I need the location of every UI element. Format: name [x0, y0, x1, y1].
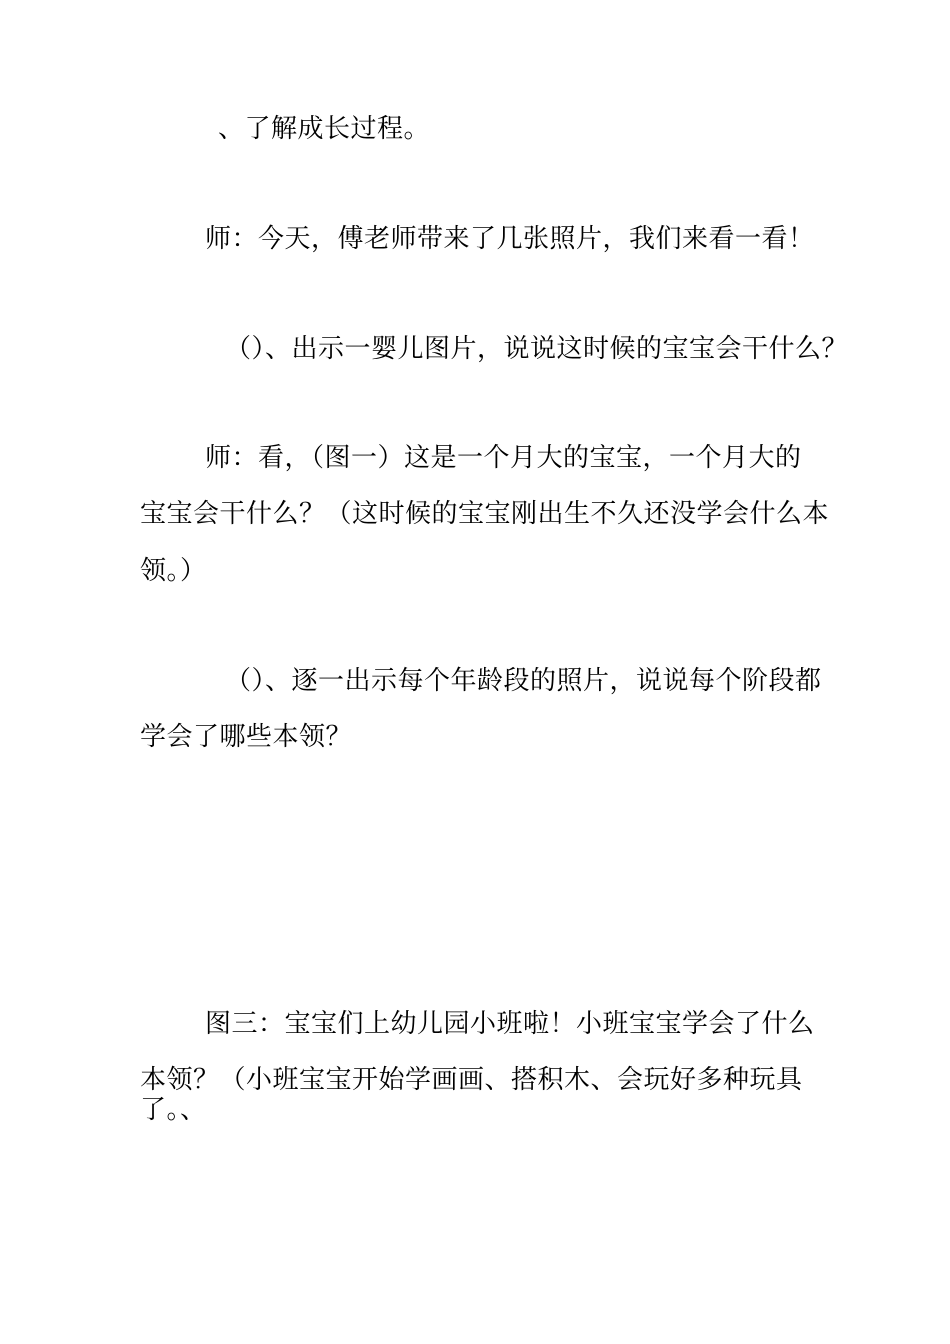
text-line-4: 师：看，（图一）这是一个月大的宝宝，一个月大的 — [205, 443, 802, 473]
text-line-9: 图三：宝宝们上幼儿园小班啦！小班宝宝学会了什么 — [205, 1009, 815, 1039]
text-line-2: 师：今天，傅老师带来了几张照片，我们来看一看！ — [205, 224, 815, 254]
text-line-3: （）、出示一婴儿图片，说说这时候的宝宝会干什么？ — [225, 334, 849, 364]
text-line-8: 学会了哪些本领？ — [140, 722, 353, 752]
text-line-10: 本领？（小班宝宝开始学画画、搭积木、会玩好多种玩具 — [140, 1065, 803, 1095]
text-line-11: 了。、 — [140, 1095, 207, 1125]
text-line-6: 领。） — [140, 556, 207, 586]
text-line-7: （）、逐一出示每个年龄段的照片，说说每个阶段都 — [225, 666, 822, 696]
text-line-1: 、了解成长过程。 — [218, 114, 431, 144]
text-line-5: 宝宝会干什么？（这时候的宝宝刚出生不久还没学会什么本 — [140, 499, 830, 529]
